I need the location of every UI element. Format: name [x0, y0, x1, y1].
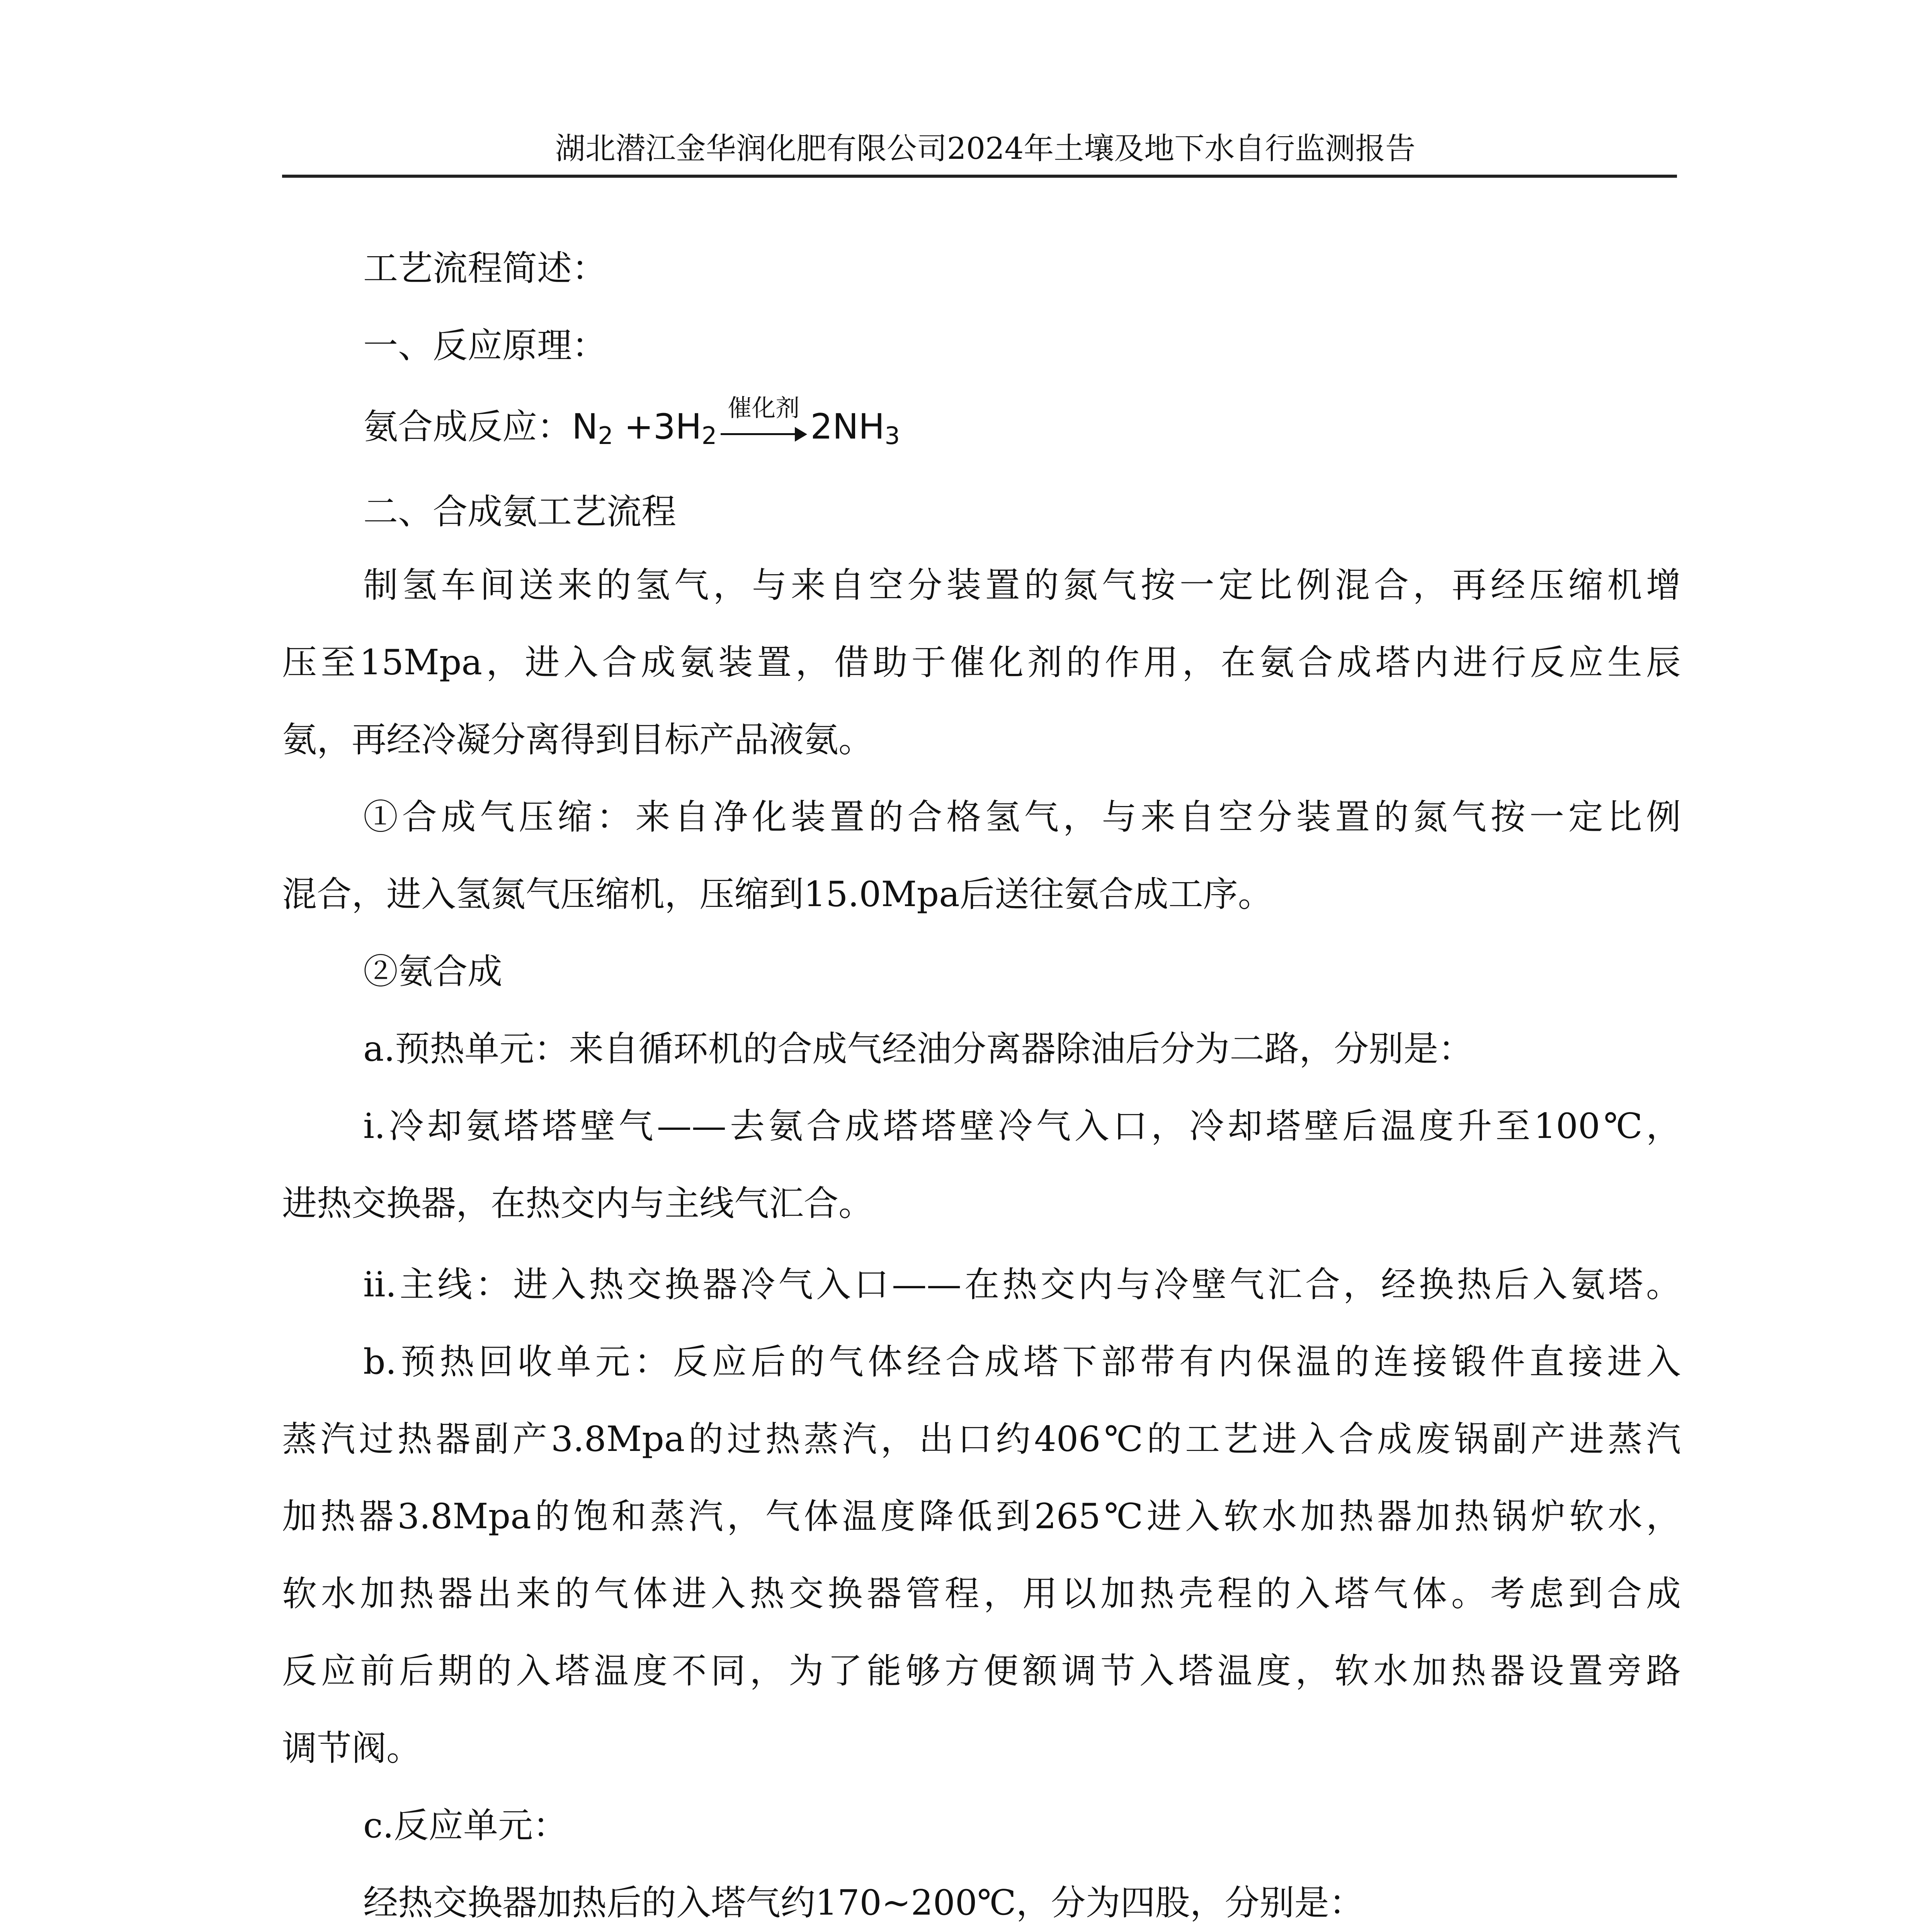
subsection-title: c.反应单元：	[363, 1805, 568, 1846]
paragraph-line: 进热交换器，在热交内与主线气汇合。	[282, 1183, 873, 1224]
paragraph-line: i.冷却氨塔塔壁气——去氨合成塔塔壁冷气入口，冷却塔壁后温度升至100℃，	[363, 1106, 1681, 1146]
subsection-title: ②氨合成	[363, 951, 502, 992]
subsection-title: 二、合成氨工艺流程	[363, 492, 676, 532]
arrow-head-icon	[795, 427, 807, 442]
formula-h2-subscript: 2	[701, 422, 717, 450]
catalyst-label: 催化剂	[728, 393, 800, 422]
page-header: 湖北潜江金华润化肥有限公司2024年土壤及地下水自行监测报告	[555, 131, 1416, 166]
catalyst-arrow	[719, 393, 808, 447]
paragraph-line: 调节阀。	[282, 1728, 421, 1769]
paragraph-line: 制氢车间送来的氢气，与来自空分装置的氮气按一定比例混合，再经压缩机增	[363, 565, 1681, 605]
paragraph-line: 经热交换器加热后的入塔气约170~200℃，分为四股，分别是：	[363, 1883, 1364, 1923]
paragraph-line: b.预热回收单元：反应后的气体经合成塔下部带有内保温的连接锻件直接进入	[363, 1342, 1681, 1382]
formula-product: 2NH	[810, 406, 885, 447]
subsection-title: 一、反应原理：	[363, 325, 607, 366]
formula-product-subscript: 3	[884, 422, 900, 450]
reaction-formula	[363, 393, 900, 461]
section-title: 工艺流程简述：	[363, 248, 607, 289]
formula-prefix: 氨合成反应：	[363, 406, 572, 447]
paragraph-line: ①合成气压缩：来自净化装置的合格氢气，与来自空分装置的氮气按一定比例	[363, 797, 1681, 837]
paragraph-line: ii.主线：进入热交换器冷气入口——在热交内与冷壁气汇合，经换热后入氨塔。	[363, 1264, 1681, 1305]
paragraph-line: 氨，再经冷凝分离得到目标产品液氨。	[282, 719, 873, 760]
paragraph-line: 混合，进入氢氮气压缩机，压缩到15.0Mpa后送往氨合成工序。	[282, 874, 1273, 915]
paragraph-line: 软水加热器出来的气体进入热交换器管程，用以加热壳程的入塔气体。考虑到合成	[282, 1573, 1681, 1614]
formula-n2-subscript: 2	[598, 422, 613, 450]
header-divider	[282, 175, 1677, 178]
arrow-shaft	[721, 433, 798, 435]
formula-n2: N	[572, 406, 598, 447]
paragraph-line: 蒸汽过热器副产3.8Mpa的过热蒸汽，出口约406℃的工艺进入合成废锅副产进蒸汽	[282, 1419, 1681, 1459]
paragraph-line: a.预热单元：来自循环机的合成气经油分离器除油后分为二路，分别是：	[363, 1029, 1473, 1069]
paragraph-line: 反应前后期的入塔温度不同，为了能够方便额调节入塔温度，软水加热器设置旁路	[282, 1651, 1681, 1691]
formula-plus-h2: +3H	[613, 406, 702, 447]
paragraph-line: 压至15Mpa，进入合成氨装置，借助于催化剂的作用，在氨合成塔内进行反应生辰	[282, 642, 1681, 683]
paragraph-line: 加热器3.8Mpa的饱和蒸汽，气体温度降低到265℃进入软水加热器加热锅炉软水，	[282, 1496, 1681, 1537]
